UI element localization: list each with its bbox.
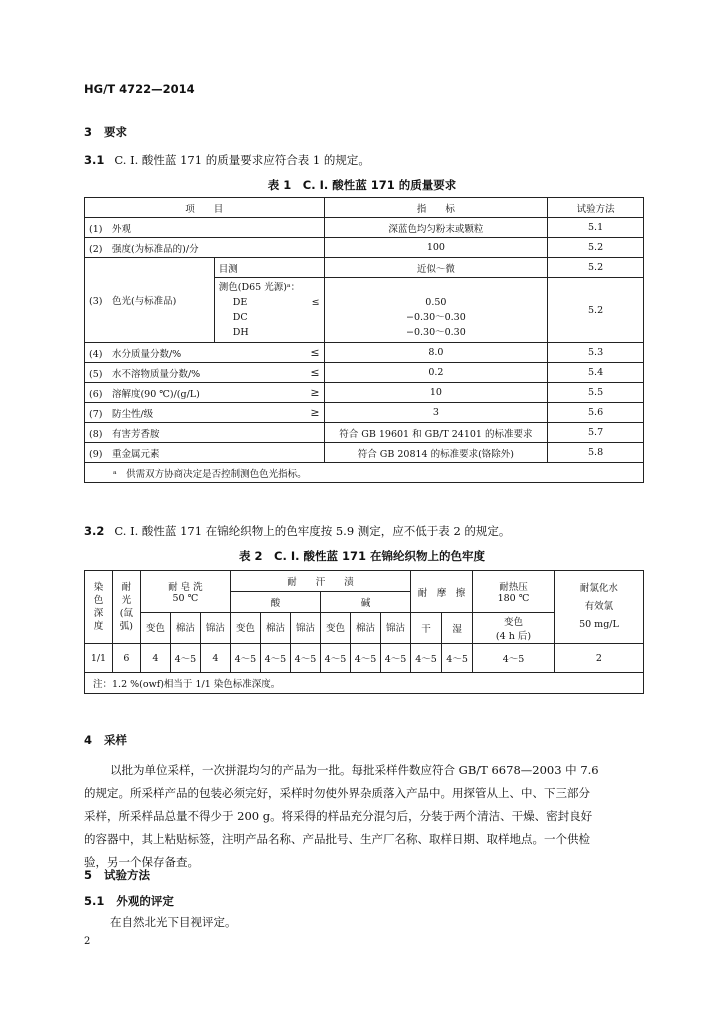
section-5-heading	[84, 867, 150, 883]
dc-value: −0.30～0.30	[406, 312, 466, 323]
sub-cotton: 棉沾	[170, 613, 200, 644]
section-title: 采样	[104, 733, 128, 747]
clause-number: 3.2	[84, 524, 105, 538]
dh-label: DH	[232, 327, 249, 338]
value-cell: 4～5	[442, 644, 473, 673]
table-row	[85, 403, 644, 423]
row-method: 5.8	[548, 443, 644, 463]
row-item: (6) 溶解度(90 ℃)/(g/L)	[85, 383, 215, 403]
header-item: 项 目	[85, 198, 325, 218]
header-perspiration: 耐 汗 渍	[230, 571, 410, 592]
value-cell: 4～5	[230, 644, 260, 673]
row-spec: 8.0	[324, 343, 548, 363]
header-alkali: 碱	[320, 592, 410, 613]
row-spec: 符合 GB 20814 的标准要求(铬除外)	[324, 443, 548, 463]
value-cell: 4～5	[411, 644, 442, 673]
sub-change: 变色	[230, 613, 260, 644]
table-row	[85, 383, 644, 403]
row-method: 5.6	[548, 403, 644, 423]
row-spec: 0.2	[324, 363, 548, 383]
table-row	[85, 443, 644, 463]
row-symbol: ≤	[214, 343, 324, 363]
measured-labels	[214, 278, 324, 343]
paragraph-line: 采样，所采样品总量不得少于 200 g。将采得的样品充分混匀后，分装于两个清洁、干燥、密封良好	[84, 809, 593, 823]
row-method: 5.3	[548, 343, 644, 363]
paragraph-line: 的规定。所采样产品的包装必须完好，采样时勿使外界杂质落入产品中。用探管从上、中、下三部分	[84, 786, 590, 800]
sub-cotton: 棉沾	[260, 613, 290, 644]
clause-5-1-text: 在自然北光下目视评定。	[110, 915, 237, 929]
value-cell: 4～5	[260, 644, 290, 673]
measured-label: 测色(D65 光源)ᵃ：	[218, 282, 301, 293]
section-number: 3	[84, 125, 93, 139]
row-spec: 100	[324, 238, 548, 258]
paragraph-line: 的容器中，其上粘贴标签，注明产品名称、产品批号、生产厂名称、取样日期、取样地点。一个供检	[84, 832, 590, 846]
row-method: 5.2	[548, 238, 644, 258]
sub-nylon: 锦沾	[200, 613, 230, 644]
paragraph-line: 以批为单位采样，一次拼混均匀的产品为一批。每批采样件数应符合 GB/T 6678—2003 中 7.6	[110, 763, 599, 777]
row-symbol: ≥	[214, 383, 324, 403]
visual-method: 5.2	[548, 258, 644, 278]
table-row	[85, 238, 644, 258]
row-item: (9) 重金属元素	[85, 443, 325, 463]
paragraph-line: 验，另一个保存备查。	[84, 855, 199, 869]
row-item: (1) 外观	[85, 218, 325, 238]
table-footnote: ᵃ 供需双方协商决定是否控制测色色光指标。	[85, 463, 644, 483]
section-3-heading	[84, 124, 127, 140]
visual-spec: 近似～微	[324, 258, 548, 278]
section-title: 试验方法	[104, 868, 151, 882]
row-item: (4) 水分质量分数/%	[85, 343, 215, 363]
sub-nylon: 锦沾	[381, 613, 411, 644]
clause-3-1	[84, 152, 370, 168]
row-spec: 符合 GB 19601 和 GB/T 24101 的标准要求	[324, 423, 548, 443]
table-1-caption: 表 1 C. I. 酸性蓝 171 的质量要求	[267, 178, 457, 192]
page-number: 2	[84, 936, 91, 947]
table-note-row	[85, 673, 644, 694]
sub-change: 变色	[140, 613, 170, 644]
row-item: (8) 有害芳香胺	[85, 423, 325, 443]
hot-pressing-temp: 180 ℃	[497, 593, 530, 604]
table-note: 注：1.2 %(owf)相当于 1/1 染色标准深度。	[85, 673, 644, 694]
table-row	[85, 218, 644, 238]
de-label: DE	[232, 297, 248, 308]
header-chlorinated-water	[554, 571, 643, 644]
value-cell: 4～5	[473, 644, 555, 673]
document-code-header: HG/T 4722—2014	[84, 82, 195, 96]
row-symbol: ≥	[214, 403, 324, 423]
row-item-shade: (3) 色光(与标准品)	[85, 258, 215, 343]
value-cell: 4	[200, 644, 230, 673]
sub-change: 变色	[320, 613, 350, 644]
table-header-row	[85, 198, 644, 218]
row-symbol: ≤	[214, 363, 324, 383]
row-spec: 10	[324, 383, 548, 403]
clause-5-1-heading	[84, 893, 174, 909]
sub-wet: 湿	[442, 613, 473, 644]
chlorinated-label: 耐氯化水	[579, 583, 618, 594]
table-row-shade-visual	[85, 258, 644, 278]
value-cell: 4～5	[290, 644, 320, 673]
section-number: 4	[84, 733, 93, 747]
row-spec: 深蓝色均匀粉末或颗粒	[324, 218, 548, 238]
sub-heat-change	[473, 613, 555, 644]
section-4-heading	[84, 732, 127, 748]
heat-change-label: 变色	[503, 617, 523, 628]
row-method: 5.1	[548, 218, 644, 238]
value-cell: 2	[554, 644, 643, 673]
header-method: 试验方法	[548, 198, 644, 218]
heat-change-time: (4 h 后)	[495, 631, 532, 642]
hot-pressing-label: 耐热压	[499, 582, 528, 593]
section-title: 要求	[104, 125, 128, 139]
clause-number: 5.1	[84, 894, 105, 908]
row-spec: 3	[324, 403, 548, 423]
row-method: 5.5	[548, 383, 644, 403]
visual-label: 目测	[214, 258, 324, 278]
header-depth: 染色深度	[85, 571, 113, 644]
row-item: (7) 防尘性/级	[85, 403, 215, 423]
table-header-row	[85, 571, 644, 592]
clause-text: C. I. 酸性蓝 171 的质量要求应符合表 1 的规定。	[114, 153, 370, 167]
table-row	[85, 363, 644, 383]
value-cell: 4～5	[170, 644, 200, 673]
table-row	[85, 423, 644, 443]
value-cell: 4	[140, 644, 170, 673]
de-value: 0.50	[425, 297, 447, 308]
chlorinated-sub: 有效氯	[584, 601, 614, 612]
sampling-paragraph	[84, 759, 644, 874]
clause-title: 外观的评定	[116, 894, 174, 908]
table-row	[85, 644, 644, 673]
soaping-temp: 50 ℃	[172, 593, 199, 604]
row-item: (2) 强度(为标准品的)/分	[85, 238, 325, 258]
de-symbol: ≤	[311, 297, 320, 308]
header-acid: 酸	[230, 592, 320, 613]
header-light: 耐光(氙弧)	[112, 571, 140, 644]
dc-label: DC	[232, 312, 248, 323]
sub-cotton: 棉沾	[350, 613, 380, 644]
clause-text: C. I. 酸性蓝 171 在锦纶织物上的色牢度按 5.9 测定，应不低于表 2 的规定。	[114, 524, 511, 538]
table-2-color-fastness	[84, 570, 644, 694]
dh-value: −0.30～0.30	[406, 327, 466, 338]
value-cell: 4～5	[381, 644, 411, 673]
row-method: 5.4	[548, 363, 644, 383]
chlorinated-conc: 50 mg/L	[579, 619, 619, 630]
header-soaping	[140, 571, 230, 613]
table-row	[85, 343, 644, 363]
value-cell: 4～5	[350, 644, 380, 673]
row-method: 5.7	[548, 423, 644, 443]
clause-number: 3.1	[84, 153, 105, 167]
table-footnote-row	[85, 463, 644, 483]
header-hot-pressing	[473, 571, 555, 613]
section-number: 5	[84, 868, 93, 882]
measured-values	[324, 278, 548, 343]
sub-dry: 干	[411, 613, 442, 644]
clause-3-2	[84, 523, 510, 539]
header-spec: 指 标	[324, 198, 548, 218]
sub-nylon: 锦沾	[290, 613, 320, 644]
table-2-caption: 表 2 C. I. 酸性蓝 171 在锦纶织物上的色牢度	[239, 549, 485, 563]
value-cell: 1/1	[85, 644, 113, 673]
measured-method: 5.2	[548, 278, 644, 343]
row-item: (5) 水不溶物质量分数/%	[85, 363, 215, 383]
header-rubbing: 耐 摩 擦	[411, 571, 473, 613]
value-cell: 6	[112, 644, 140, 673]
soaping-label: 耐 皂 洗	[168, 582, 203, 593]
table-1-quality-requirements	[84, 197, 644, 483]
value-cell: 4～5	[320, 644, 350, 673]
